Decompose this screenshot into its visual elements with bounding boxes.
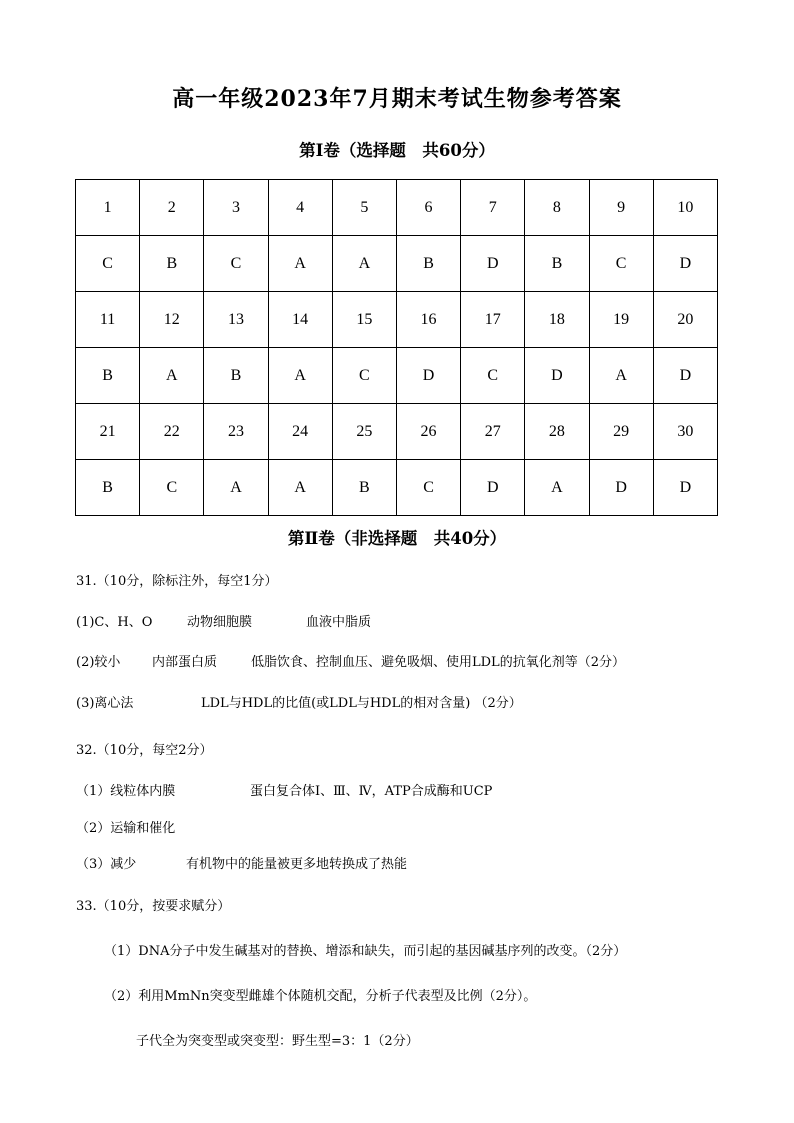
section-2-heading: 第Ⅱ卷（非选择题 共40分） [287,529,507,548]
q32-1-answer-a: （1）线粒体内膜 [76,784,176,799]
question-number-cell: 27 [461,404,525,460]
q32-3-answer-b: 有机物中的能量被更多地转换成了热能 [186,857,408,872]
q32-line-1 [76,780,492,799]
answer-cell: D [653,348,717,404]
question-number-cell: 10 [653,180,717,236]
answer-cell: C [76,236,140,292]
question-number-cell: 20 [653,292,717,348]
q31-3-answer-b: LDL与HDL的比值(或LDL与HDL的相对含量) （2分） [201,696,522,711]
answer-cell: C [204,236,268,292]
answer-cell: B [525,236,589,292]
answer-cell: B [332,460,396,516]
answer-cell: A [268,236,332,292]
question-number-cell: 18 [525,292,589,348]
q31-2-answer-b: 内部蛋白质 [152,655,218,670]
question-number-cell: 24 [268,404,332,460]
answer-cell: C [589,236,653,292]
q32-3-answer-a: （3）减少 [76,857,137,872]
question-number-cell: 3 [204,180,268,236]
question-number-cell: 4 [268,180,332,236]
q33-header: 33.（10分，按要求赋分） [76,899,231,914]
q31-1-answer-b: 动物细胞膜 [187,615,253,630]
q32-line-3 [76,853,407,872]
answer-table [75,179,718,516]
answer-cell: A [268,460,332,516]
answer-cell: C [396,460,460,516]
question-number-cell: 7 [461,180,525,236]
question-number-cell: 28 [525,404,589,460]
question-number-row [76,404,718,460]
section-1-heading: 第Ⅰ卷（选择题 共60分） [299,141,495,160]
q31-line-2 [76,651,625,670]
answer-row [76,460,718,516]
q33-line-3: 子代全为突变型或突变型：野生型=3：1（2分） [136,1034,419,1049]
question-number-cell: 9 [589,180,653,236]
q31-header: 31.（10分，除标注外，每空1分） [76,574,278,589]
question-number-cell: 22 [140,404,204,460]
question-number-cell: 19 [589,292,653,348]
question-number-cell: 25 [332,404,396,460]
page-title: 高一年级2023年7月期末考试生物参考答案 [172,86,622,112]
question-number-cell: 1 [76,180,140,236]
question-number-cell: 14 [268,292,332,348]
question-number-cell: 29 [589,404,653,460]
answer-cell: C [332,348,396,404]
question-number-cell: 6 [396,180,460,236]
answer-row [76,236,718,292]
question-number-cell: 13 [204,292,268,348]
question-number-cell: 16 [396,292,460,348]
question-number-cell: 5 [332,180,396,236]
answer-row [76,348,718,404]
q31-1-answer-a: (1)C、H、O [76,615,153,630]
answer-cell: D [461,460,525,516]
answer-cell: B [204,348,268,404]
answer-cell: B [140,236,204,292]
q32-line-2 [76,817,175,836]
answer-cell: D [653,236,717,292]
question-number-cell: 12 [140,292,204,348]
q31-line-1 [76,611,371,630]
question-number-cell: 21 [76,404,140,460]
q31-2-answer-c: 低脂饮食、控制血压、避免吸烟、使用LDL的抗氧化剂等（2分） [251,655,625,670]
q31-2-answer-a: (2)较小 [76,655,121,670]
answer-cell: B [396,236,460,292]
answer-cell: A [268,348,332,404]
answer-cell: A [589,348,653,404]
question-number-cell: 8 [525,180,589,236]
answer-cell: A [525,460,589,516]
answer-cell: C [140,460,204,516]
q33-line-2: （2）利用MmNn突变型雌雄个体随机交配，分析子代表型及比例（2分）。 [104,989,537,1004]
q31-line-3 [76,692,522,711]
answer-cell: D [461,236,525,292]
answer-cell: A [204,460,268,516]
answer-cell: D [525,348,589,404]
q32-1-answer-b: 蛋白复合体Ⅰ、Ⅲ、Ⅳ，ATP合成酶和UCP [250,784,493,799]
q32-2-answer-a: （2）运输和催化 [76,821,176,836]
answer-cell: D [589,460,653,516]
answer-cell: D [396,348,460,404]
question-number-cell: 15 [332,292,396,348]
q32-header: 32.（10分，每空2分） [76,743,213,758]
question-number-cell: 23 [204,404,268,460]
q33-line-1: （1）DNA分子中发生碱基对的替换、增添和缺失，而引起的基因碱基序列的改变。（2分） [104,944,627,959]
answer-cell: C [461,348,525,404]
question-number-cell: 11 [76,292,140,348]
question-number-row [76,292,718,348]
answer-cell: D [653,460,717,516]
q31-3-answer-a: (3)离心法 [76,696,134,711]
question-number-cell: 30 [653,404,717,460]
answer-cell: B [76,460,140,516]
question-number-cell: 17 [461,292,525,348]
q31-1-answer-c: 血液中脂质 [306,615,372,630]
question-number-cell: 2 [140,180,204,236]
question-number-row [76,180,718,236]
answer-cell: A [140,348,204,404]
answer-cell: A [332,236,396,292]
question-number-cell: 26 [396,404,460,460]
answer-cell: B [76,348,140,404]
